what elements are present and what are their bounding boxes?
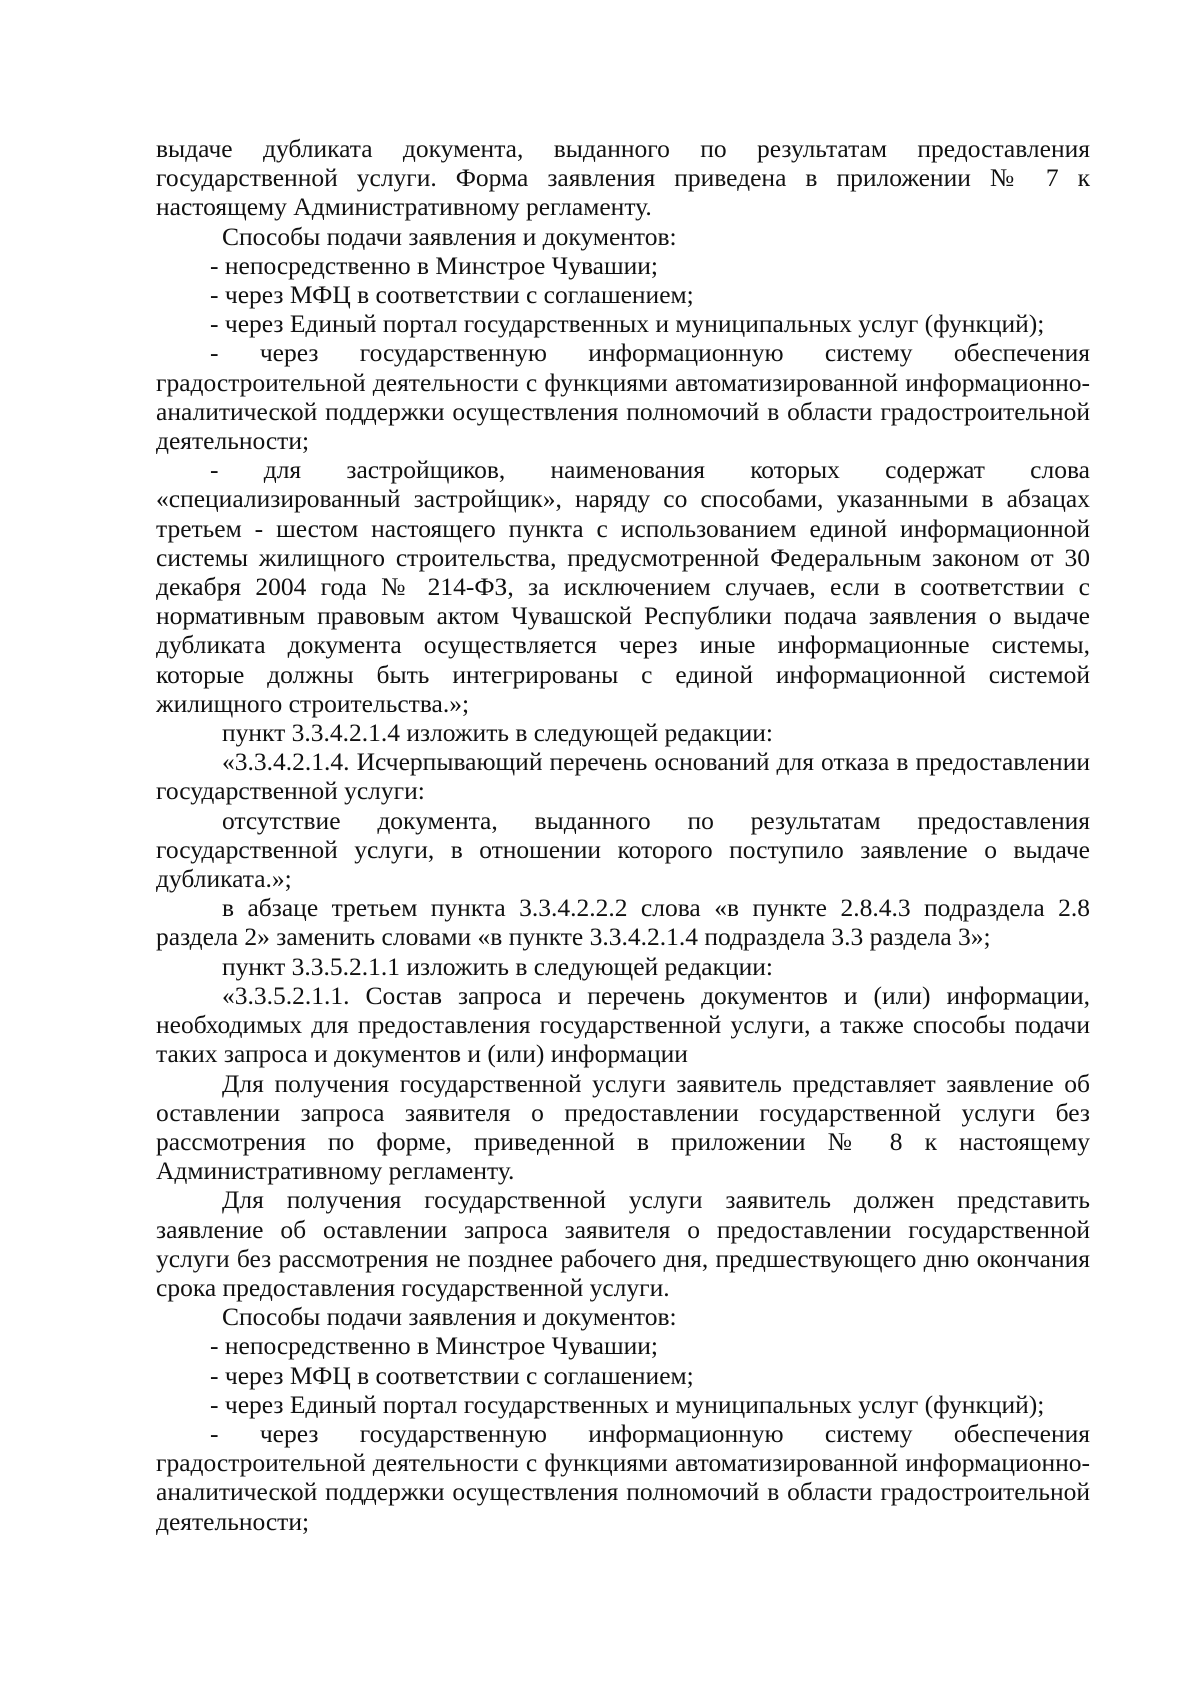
list-item-minstroy: - непосредственно в Минстрое Чувашии; xyxy=(210,250,658,280)
paragraph-refusal-grounds-heading: «3.3.4.2.1.4. Исчерпывающий перечень оснований для отказа в предоставлении государственной услуги: xyxy=(156,747,1090,806)
list-item-minstroy-2: - непосредственно в Минстрое Чувашии; xyxy=(210,1331,658,1361)
paragraph-application-deadline: Для получения государственной услуги заявитель должен представить заявление об оставлении запроса заявителя о предоставлении государственной услуги без рассмотрения не позднее рабочего дня, предшествующего дню окончания срока предоставления государственной услуги. xyxy=(156,1185,1090,1302)
paragraph-request-composition: «3.3.5.2.1.1. Состав запроса и перечень документов и (или) информации, необходимых для предоставления государственной услуги, а также способы подачи таких запроса и документов и (или) информации xyxy=(156,980,1090,1069)
paragraph-duplicate-form: выдаче дубликата документа, выданного по результатам предоставления государственной услуги. Форма заявления приведена в приложении № 7 к настоящему Административному регламенту. xyxy=(156,134,1090,222)
paragraph-submission-methods-heading-2: Способы подачи заявления и документов: xyxy=(222,1302,677,1332)
paragraph-amend-3-3-4-2-2-2: в абзаце третьем пункта 3.3.4.2.2.2 слова «в пункте 2.8.4.3 подраздела 2.8 раздела 2» заменить словами «в пункте 3.3.4.2.1.4 подраздела 3.3 раздела 3»; xyxy=(156,893,1090,952)
list-item-developers: - для застройщиков, наименования которых содержат слова «специализированный застройщик», наряду со способами, указанными в абзацах третьем - шестом настоящего пункта с использованием единой информационной системы жилищного строительства, предусмотренной Федеральным законом от 30 декабря 2004 года № 214-ФЗ, за исключением случаев, если в соответствии с нормативным правовым актом Чувашской Республики подача заявления о выдаче дубликата документа осуществляется через иные информационные системы, которые должны быть интегрированы с единой информационной системой жилищного строительства.»; xyxy=(156,455,1090,718)
paragraph-amend-3-3-5-2-1-1: пункт 3.3.5.2.1.1 изложить в следующей редакции: xyxy=(222,951,773,981)
list-item-mfc-2: - через МФЦ в соответствии с соглашением; xyxy=(210,1360,694,1390)
list-item-unified-portal: - через Единый портал государственных и муниципальных услуг (функций); xyxy=(210,309,1045,339)
paragraph-application-form: Для получения государственной услуги заявитель представляет заявление об оставлении запроса заявителя о предоставлении государственной услуги без рассмотрения по форме, приведенной в приложении № 8 к настоящему Административному регламенту. xyxy=(156,1068,1090,1186)
document-page xyxy=(156,134,1090,1536)
list-item-mfc: - через МФЦ в соответствии с соглашением; xyxy=(210,280,694,310)
paragraph-amend-3-3-4-2-1-4: пункт 3.3.4.2.1.4 изложить в следующей редакции: xyxy=(222,718,773,748)
list-item-gis-urban-planning: - через государственную информационную систему обеспечения градостроительной деятельности с функциями автоматизированной информационно-аналитической поддержки осуществления полномочий в области градостроительной деятельности; xyxy=(156,338,1090,456)
list-item-unified-portal-2: - через Единый портал государственных и муниципальных услуг (функций); xyxy=(210,1389,1045,1419)
paragraph-submission-methods-heading: Способы подачи заявления и документов: xyxy=(222,221,677,251)
list-item-gis-urban-planning-2: - через государственную информационную систему обеспечения градостроительной деятельности с функциями автоматизированной информационно-аналитической поддержки осуществления полномочий в области градостроительной деятельности; xyxy=(156,1418,1090,1536)
paragraph-refusal-grounds: отсутствие документа, выданного по результатам предоставления государственной услуги, в отношении которого поступило заявление о выдаче дубликата.»; xyxy=(156,805,1090,894)
